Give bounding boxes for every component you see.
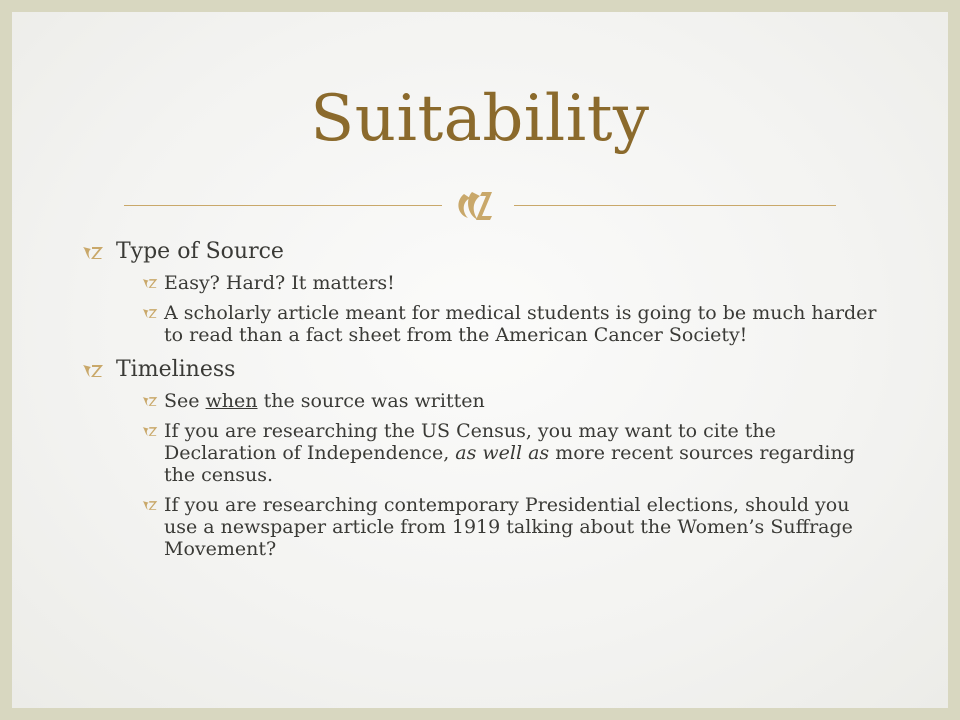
fleuron-bullet-icon bbox=[142, 500, 158, 511]
bullet-content bbox=[82, 234, 882, 570]
slide-body bbox=[12, 12, 948, 708]
fleuron-bullet-icon bbox=[82, 364, 104, 378]
sub-bullet-text-pre: See bbox=[164, 390, 206, 412]
bullet-text: Type of Source bbox=[116, 239, 284, 264]
sub-bullets-timeliness bbox=[82, 390, 882, 560]
bullet-text: Timeliness bbox=[116, 357, 236, 382]
sub-bullet bbox=[82, 494, 882, 560]
sub-bullet-text-pre: If you are researching the US Census, you may want to cite the Declaration of Independence, bbox=[164, 420, 776, 464]
title-divider bbox=[12, 186, 948, 226]
sub-bullet bbox=[82, 420, 882, 486]
sub-bullets-type-of-source bbox=[82, 272, 882, 346]
slide-title: Suitability bbox=[310, 82, 650, 156]
sub-bullet-text-underlined: when bbox=[205, 390, 258, 412]
sub-bullet bbox=[82, 390, 882, 412]
sub-bullet-text-post: the source was written bbox=[257, 390, 485, 412]
divider-rule-left bbox=[124, 205, 442, 206]
fleuron-bullet-icon bbox=[142, 396, 158, 407]
sub-bullet-text: Easy? Hard? It matters! bbox=[164, 272, 395, 294]
bullet-type-of-source bbox=[82, 238, 882, 266]
bullet-timeliness bbox=[82, 356, 882, 384]
fleuron-bullet-icon bbox=[82, 246, 104, 260]
fleuron-bullet-icon bbox=[142, 308, 158, 319]
sub-bullet-text: If you are researching contemporary Presidential elections, should you use a newspaper article from 1919 talking about the Women’s Suffrage Movement? bbox=[164, 494, 853, 560]
fleuron-bullet-icon bbox=[142, 426, 158, 437]
sub-bullet bbox=[82, 272, 882, 294]
sub-bullet bbox=[82, 302, 882, 346]
divider-rule-right bbox=[514, 205, 836, 206]
sub-bullet-text-italic: as well as bbox=[455, 442, 550, 464]
sub-bullet-text: A scholarly article meant for medical students is going to be much harder to read than a fact sheet from the American Cancer Society! bbox=[164, 302, 877, 346]
sub-bullet-text-post: more recent sources regarding the census. bbox=[164, 442, 855, 486]
ornament-icon bbox=[448, 186, 508, 226]
fleuron-bullet-icon bbox=[142, 278, 158, 289]
